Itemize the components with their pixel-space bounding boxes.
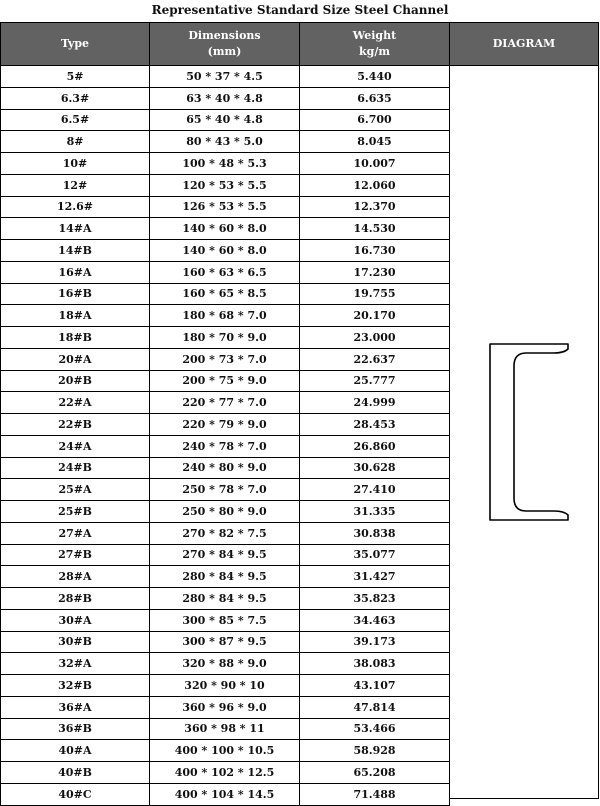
type-cell: 25#B [0, 501, 150, 523]
header-weight-label: Weight [352, 29, 397, 42]
table-row [0, 153, 450, 175]
table-row [0, 371, 450, 393]
weight-cell: 26.860 [300, 436, 450, 458]
type-cell: 8# [0, 131, 150, 153]
table-row [0, 436, 450, 458]
weight-cell: 20.170 [300, 305, 450, 327]
type-cell: 20#B [0, 371, 150, 393]
table-row [0, 784, 450, 806]
header-dimensions-unit: (mm) [207, 45, 242, 58]
dimensions-cell: 400 * 100 * 10.5 [150, 740, 300, 762]
type-cell: 6.3# [0, 88, 150, 110]
table-row [0, 653, 450, 675]
table-row [0, 197, 450, 219]
dimensions-cell: 400 * 102 * 12.5 [150, 762, 300, 784]
weight-cell: 10.007 [300, 153, 450, 175]
dimensions-cell: 63 * 40 * 4.8 [150, 88, 300, 110]
table-row [0, 479, 450, 501]
dimensions-cell: 300 * 85 * 7.5 [150, 610, 300, 632]
channel-profile-icon [488, 342, 572, 522]
type-cell: 12# [0, 175, 150, 197]
type-cell: 24#A [0, 436, 150, 458]
table-row [0, 675, 450, 697]
dimensions-cell: 300 * 87 * 9.5 [150, 632, 300, 654]
dimensions-cell: 140 * 60 * 8.0 [150, 240, 300, 262]
header-dimensions-label: Dimensions [188, 29, 261, 42]
weight-cell: 65.208 [300, 762, 450, 784]
weight-cell: 30.838 [300, 523, 450, 545]
dimensions-cell: 126 * 53 * 5.5 [150, 197, 300, 219]
dimensions-cell: 360 * 98 * 11 [150, 719, 300, 741]
weight-cell: 38.083 [300, 653, 450, 675]
table-row [0, 458, 450, 480]
dimensions-cell: 270 * 84 * 9.5 [150, 545, 300, 567]
header-diagram-label: DIAGRAM [492, 37, 556, 50]
dimensions-cell: 80 * 43 * 5.0 [150, 131, 300, 153]
table-row [0, 218, 450, 240]
table-row [0, 66, 450, 88]
header-type-label: Type [60, 37, 90, 50]
dimensions-cell: 100 * 48 * 5.3 [150, 153, 300, 175]
weight-cell: 6.635 [300, 88, 450, 110]
type-cell: 14#B [0, 240, 150, 262]
type-cell: 20#A [0, 349, 150, 371]
dimensions-cell: 240 * 80 * 9.0 [150, 458, 300, 480]
type-cell: 16#A [0, 262, 150, 284]
table-row [0, 545, 450, 567]
weight-cell: 53.466 [300, 719, 450, 741]
header-weight [299, 22, 450, 66]
dimensions-cell: 360 * 96 * 9.0 [150, 697, 300, 719]
dimensions-cell: 220 * 79 * 9.0 [150, 414, 300, 436]
dimensions-cell: 180 * 70 * 9.0 [150, 327, 300, 349]
table-row [0, 610, 450, 632]
dimensions-cell: 240 * 78 * 7.0 [150, 436, 300, 458]
dimensions-cell: 160 * 65 * 8.5 [150, 284, 300, 306]
dimensions-cell: 200 * 75 * 9.0 [150, 371, 300, 393]
table-row [0, 175, 450, 197]
weight-cell: 58.928 [300, 740, 450, 762]
table-row [0, 740, 450, 762]
weight-cell: 31.335 [300, 501, 450, 523]
type-cell: 32#B [0, 675, 150, 697]
type-cell: 5# [0, 66, 150, 88]
weight-cell: 47.814 [300, 697, 450, 719]
weight-cell: 14.530 [300, 218, 450, 240]
weight-cell: 71.488 [300, 784, 450, 806]
type-cell: 28#A [0, 566, 150, 588]
dimensions-cell: 50 * 37 * 4.5 [150, 66, 300, 88]
type-cell: 28#B [0, 588, 150, 610]
weight-cell: 25.777 [300, 371, 450, 393]
header-type [0, 22, 150, 66]
weight-cell: 6.700 [300, 110, 450, 132]
type-cell: 22#B [0, 414, 150, 436]
page-title: Representative Standard Size Steel Channel [151, 3, 449, 17]
table-row [0, 719, 450, 741]
weight-cell: 22.637 [300, 349, 450, 371]
weight-cell: 5.440 [300, 66, 450, 88]
dimensions-cell: 160 * 63 * 6.5 [150, 262, 300, 284]
table-row [0, 762, 450, 784]
dimensions-cell: 200 * 73 * 7.0 [150, 349, 300, 371]
header-weight-unit: kg/m [359, 45, 390, 58]
type-cell: 40#A [0, 740, 150, 762]
type-cell: 12.6# [0, 197, 150, 219]
weight-cell: 39.173 [300, 632, 450, 654]
table-row [0, 110, 450, 132]
type-cell: 32#A [0, 653, 150, 675]
type-cell: 18#B [0, 327, 150, 349]
table-row [0, 566, 450, 588]
type-cell: 16#B [0, 284, 150, 306]
dimensions-cell: 250 * 80 * 9.0 [150, 501, 300, 523]
type-cell: 40#B [0, 762, 150, 784]
dimensions-cell: 270 * 82 * 7.5 [150, 523, 300, 545]
weight-cell: 34.463 [300, 610, 450, 632]
table-row [0, 523, 450, 545]
type-cell: 40#C [0, 784, 150, 806]
weight-cell: 35.823 [300, 588, 450, 610]
table-row [0, 697, 450, 719]
table-row [0, 262, 450, 284]
dimensions-cell: 280 * 84 * 9.5 [150, 588, 300, 610]
table-body [0, 66, 450, 806]
dimensions-cell: 280 * 84 * 9.5 [150, 566, 300, 588]
weight-cell: 23.000 [300, 327, 450, 349]
table-row [0, 588, 450, 610]
dimensions-cell: 220 * 77 * 7.0 [150, 392, 300, 414]
dimensions-cell: 320 * 88 * 9.0 [150, 653, 300, 675]
table-row [0, 501, 450, 523]
weight-cell: 12.370 [300, 197, 450, 219]
weight-cell: 12.060 [300, 175, 450, 197]
weight-cell: 43.107 [300, 675, 450, 697]
type-cell: 22#A [0, 392, 150, 414]
type-cell: 24#B [0, 458, 150, 480]
type-cell: 36#A [0, 697, 150, 719]
table-row [0, 349, 450, 371]
dimensions-cell: 180 * 68 * 7.0 [150, 305, 300, 327]
type-cell: 25#A [0, 479, 150, 501]
type-cell: 30#A [0, 610, 150, 632]
dimensions-cell: 140 * 60 * 8.0 [150, 218, 300, 240]
type-cell: 10# [0, 153, 150, 175]
table-row [0, 240, 450, 262]
table-row [0, 414, 450, 436]
table-row [0, 327, 450, 349]
dimensions-cell: 120 * 53 * 5.5 [150, 175, 300, 197]
type-cell: 36#B [0, 719, 150, 741]
weight-cell: 17.230 [300, 262, 450, 284]
weight-cell: 8.045 [300, 131, 450, 153]
weight-cell: 35.077 [300, 545, 450, 567]
type-cell: 27#B [0, 545, 150, 567]
type-cell: 14#A [0, 218, 150, 240]
type-cell: 30#B [0, 632, 150, 654]
dimensions-cell: 65 * 40 * 4.8 [150, 110, 300, 132]
table-row [0, 131, 450, 153]
weight-cell: 19.755 [300, 284, 450, 306]
weight-cell: 27.410 [300, 479, 450, 501]
header-diagram [449, 22, 599, 66]
type-cell: 6.5# [0, 110, 150, 132]
dimensions-cell: 250 * 78 * 7.0 [150, 479, 300, 501]
dimensions-cell: 320 * 90 * 10 [150, 675, 300, 697]
type-cell: 18#A [0, 305, 150, 327]
weight-cell: 31.427 [300, 566, 450, 588]
weight-cell: 16.730 [300, 240, 450, 262]
table-row [0, 305, 450, 327]
table-row [0, 392, 450, 414]
header-dimensions [149, 22, 300, 66]
dimensions-cell: 400 * 104 * 14.5 [150, 784, 300, 806]
weight-cell: 30.628 [300, 458, 450, 480]
weight-cell: 28.453 [300, 414, 450, 436]
table-row [0, 632, 450, 654]
type-cell: 27#A [0, 523, 150, 545]
weight-cell: 24.999 [300, 392, 450, 414]
table-row [0, 284, 450, 306]
table-row [0, 88, 450, 110]
